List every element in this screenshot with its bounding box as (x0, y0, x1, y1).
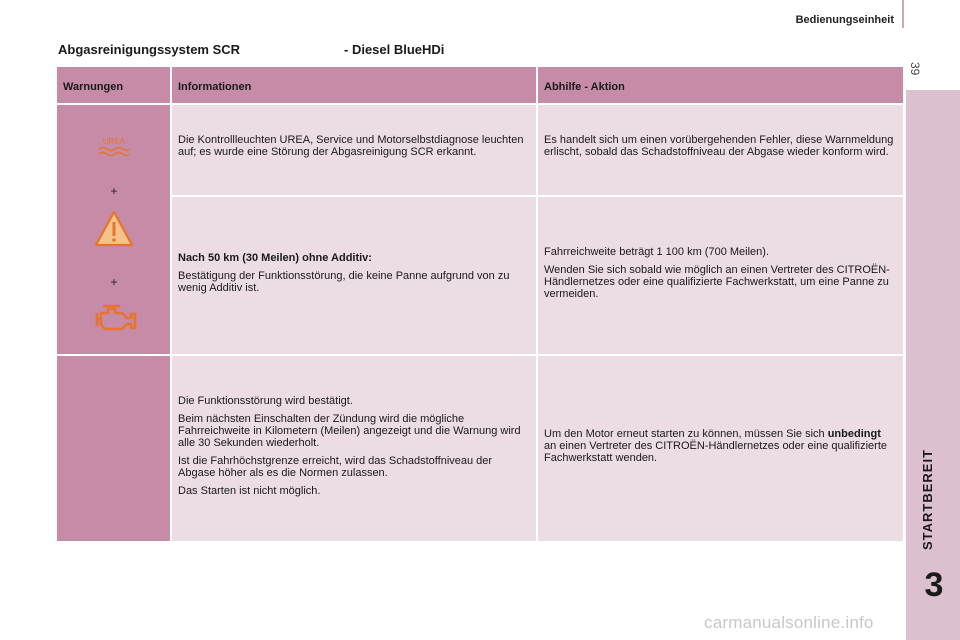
row3-information-range: Beim nächsten Einschalten der Zündung wird die mögliche Fahrreichweite in Kilometern (Meilen) angezeigt und die Warnung wird alle 30 Sekunden wiederholt. (178, 412, 521, 449)
row2-action-cell (538, 197, 903, 354)
page-number: 39 (908, 62, 922, 76)
row2-action-range: Fahrreichweite beträgt 1 100 km (700 Meilen). (544, 245, 769, 258)
chapter-label: STARTBEREIT (920, 448, 935, 550)
watermark: carmanualsonline.info (704, 613, 874, 632)
row2-information-cell (172, 197, 536, 354)
column-header-information: Informationen (172, 67, 536, 103)
column-header-action: Abhilfe - Aktion (538, 67, 903, 103)
row1-action-cell (538, 105, 903, 195)
warning-icons-cell (57, 105, 170, 354)
header-divider (902, 0, 904, 28)
chapter-number: 3 (924, 566, 944, 604)
row3-action-text (544, 428, 895, 464)
column-header-warnings: Warnungen (57, 67, 170, 103)
row2-information-title: Nach 50 km (30 Meilen) ohne Additiv: (178, 251, 372, 264)
row3-action-cell (538, 356, 903, 541)
row2-information-text: Bestätigung der Funktionsstörung, die keine Panne aufgrund von zu wenig Additiv ist. (178, 269, 510, 294)
row3-action-post: an einen Vertreter des CITROËN-Händlernetzes oder eine qualifizierte Fachwerkstatt wenden. (544, 439, 888, 464)
page-subtitle: - Diesel BlueHDi (344, 42, 445, 57)
row2-action-text: Wenden Sie sich sobald wie möglich an einen Vertreter des CITROËN-Händlernetzes oder eine qualifizierte Fachwerkstatt, um eine Panne zu vermeiden. (544, 263, 890, 300)
row3-action-pre: Um den Motor erneut starten zu können, müssen Sie sich (544, 427, 825, 440)
row3-information-limit: Ist die Fahrhöchstgrenze erreicht, wird das Schadstoffniveau der Abgase höher als es die Normen zulassen. (178, 454, 493, 479)
row3-information-no-start: Das Starten ist nicht möglich. (178, 484, 321, 497)
warning-triangle-icon (93, 209, 135, 249)
row1-information-text: Die Kontrollleuchten UREA, Service und Motorselbstdiagnose leuchten auf; es wurde eine Störung der Abgasreinigung SCR erkannt. (178, 134, 524, 158)
page-title: Abgasreinigungssystem SCR (58, 42, 241, 57)
header-section-title: Bedienungseinheit (795, 14, 894, 26)
plus-sign: + (110, 275, 118, 289)
row1-information-cell (172, 105, 536, 195)
urea-label: UREA (102, 137, 126, 146)
plus-sign: + (110, 184, 118, 198)
row1-action-text: Es handelt sich um einen vorübergehenden Fehler, diese Warnmeldung erlischt, sobald das Schadstoffniveau der Abgase wieder konform wird. (544, 134, 894, 158)
row3-information-confirmed: Die Funktionsstörung wird bestätigt. (178, 394, 353, 407)
chapter-sidebar (906, 90, 960, 640)
row3-warning-cell (57, 356, 170, 541)
urea-warning-icon (97, 135, 131, 157)
row3-information-cell (172, 356, 536, 541)
row3-action-emphasis: unbedingt (827, 427, 881, 440)
warning-table (57, 67, 903, 541)
engine-check-icon (91, 301, 139, 335)
